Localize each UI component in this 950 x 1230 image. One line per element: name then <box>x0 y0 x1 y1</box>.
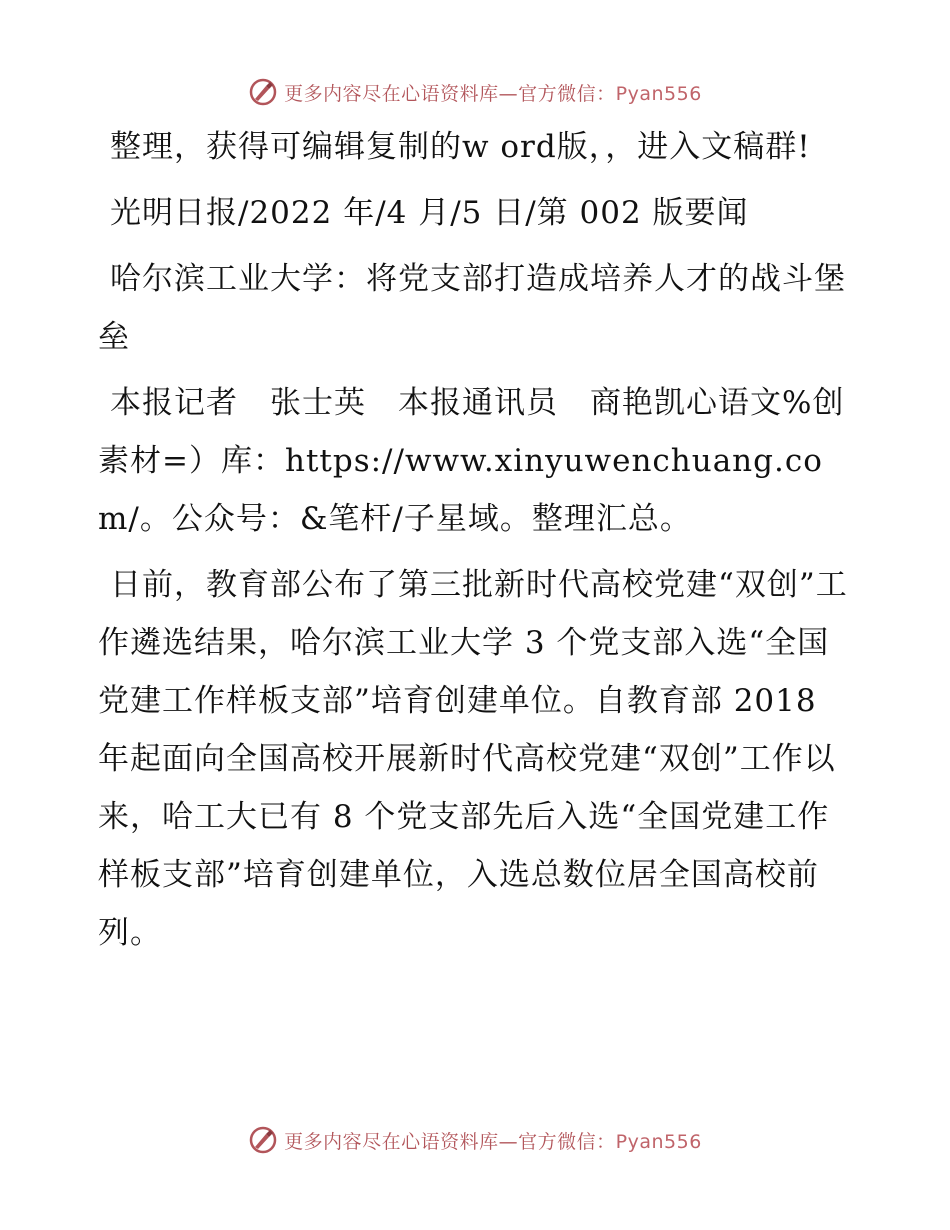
header-watermark <box>0 72 950 112</box>
footer-watermark <box>0 1120 950 1160</box>
pen-logo-icon <box>248 1125 278 1155</box>
source-line: 光明日报/2022 年/4 月/5 日/第 002 版要闻 <box>110 195 749 231</box>
article-body <box>98 118 850 970</box>
body-paragraph: 日前，教育部公布了第三批新时代高校党建“双创”工作遴选结果，哈尔滨工业大学 3 个党支部入选“全国党建工作样板支部”培育创建单位。自教育部 2018 年起面向全国高校开展新时代高校党建“双创”工作以来，哈工大已有 8 个党支部先后入选“全国党建工作样板支部”培育创建单位，入选总数位居全国高校前列。 <box>98 567 848 951</box>
watermark-text: 更多内容尽在心语资料库—官方微信：Pyan556 <box>284 82 702 105</box>
article-title: 哈尔滨工业大学：将党支部打造成培养人才的战斗堡垒 <box>98 261 846 355</box>
byline: 本报记者 张士英 本报通讯员 商艳凯心语文%创素材=）库：https://www.xinyuwenchuang.com/。公众号：&笔杆/子星域。整理汇总。 <box>98 385 845 537</box>
watermark-text: 更多内容尽在心语资料库—官方微信：Pyan556 <box>284 1130 702 1153</box>
intro-paragraph: 整理，获得可编辑复制的w ord版，，进入文稿群! <box>110 129 811 165</box>
pen-logo-icon <box>248 77 278 107</box>
